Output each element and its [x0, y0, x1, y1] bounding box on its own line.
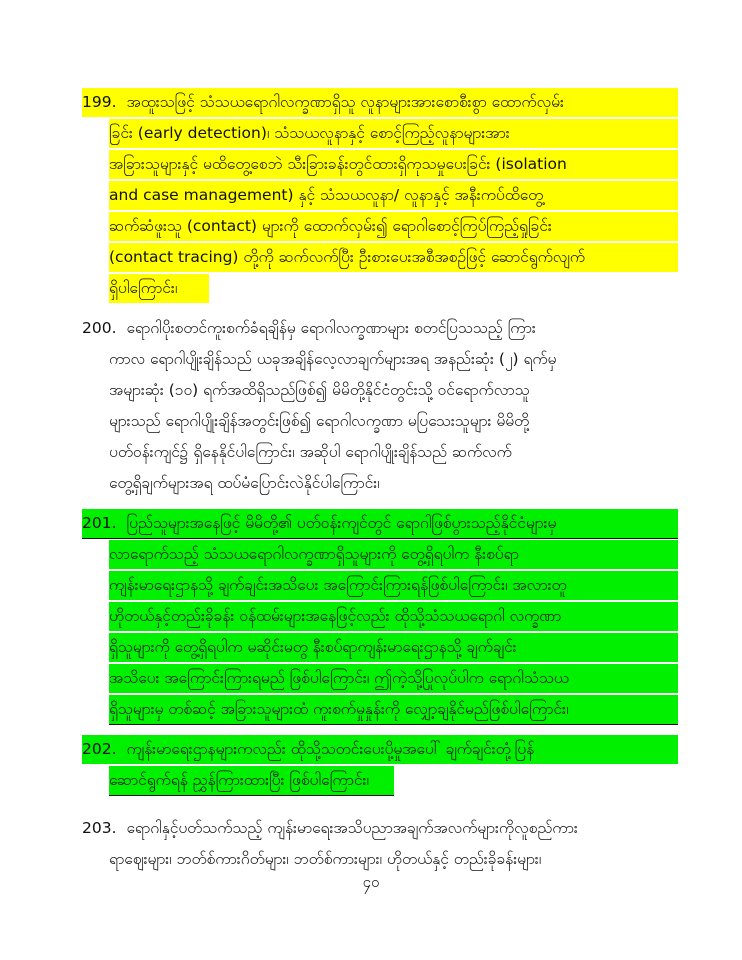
paragraph-200-line-1: [82, 314, 678, 343]
paragraph-number: 201.: [82, 514, 117, 532]
paragraph-201-line-7: [109, 695, 678, 725]
paragraph-201-line-2: [109, 540, 678, 569]
paragraph-text: and case management) နှင့် သံသယလူနာ/ လူနာနှင့် အနီးကပ်ထိတွေ့: [109, 186, 544, 204]
paragraph-text: ကျန်းမာရေးဌာနသို့ ချက်ချင်းအသိပေး အကြောင်းကြားရန်ဖြစ်ပါကြောင်း၊ အလားတူ: [109, 576, 567, 594]
paragraph-text: ခြင်း (early detection)၊ သံသယလူနာနှင့် စောင့်ကြည့်လူနာများအား: [109, 124, 510, 142]
paragraph-text: ပတ်ဝန်းကျင်၌ ရှိနေနိုင်ပါကြောင်း၊ အဆိုပါ ရောဂါပျိုးချိန်သည် ဆက်လက်: [109, 443, 512, 461]
paragraph-text: ဆက်ဆံဖူးသူ (contact) များကို ထောက်လှမ်း၍ ရောဂါစောင့်ကြပ်ကြည့်ရှုခြင်း: [109, 217, 552, 235]
paragraph-text: တွေ့ရှိချက်များအရ ထပ်မံပြောင်းလဲနိုင်ပါကြောင်း၊: [109, 474, 380, 492]
paragraph-text: အသိပေး အကြောင်းကြားရမည် ဖြစ်ပါကြောင်း၊ ဤကဲ့သို့ပြုလုပ်ပါက ရောဂါသံသယ: [109, 669, 569, 687]
paragraph-203-line-2: [109, 845, 678, 874]
paragraph-text: ရှိသူများမှ တစ်ဆင့် အခြားသူများထံ ကူးစက်မှုနှုန်းကို လျှော့ချနိုင်မည်ဖြစ်ပါကြောင်း၊: [109, 700, 569, 718]
paragraph-text: အခြားသူများနှင့် မထိတွေ့စေဘဲ သီးခြားခန်းတွင်ထားရှိကုသမှုပေးခြင်း (isolation: [109, 155, 567, 173]
paragraph-200-line-2: [109, 345, 678, 374]
paragraph-text: ရှိသူများကို တွေ့ရှိရပါက မဆိုင်းမတွ နီးစပ်ရာကျန်းမာရေးဌာနသို့ ချက်ချင်း: [109, 638, 517, 656]
paragraph-number: 203.: [82, 819, 117, 837]
paragraph-text: ဟိုတယ်နှင့်တည်းခိုခန်း ဝန်ထမ်းများအနေဖြင့်လည်း ထိုသို့သံသယရောဂါ လက္ခဏာ: [109, 607, 562, 625]
paragraph-200-line-5: [109, 438, 678, 467]
paragraph-text: ကာလ ရောဂါပျိုးချိန်သည် ယခုအချိန်လေ့လာချက်များအရ အနည်းဆုံး (၂) ရက်မှ: [109, 350, 557, 368]
paragraph-text: ကျန်းမာရေးဌာနများကလည်း ထိုသို့သတင်းပေးပို့မှုအပေါ် ချက်ချင်းတုံ့ပြန်: [126, 740, 535, 758]
paragraph-text: ပြည်သူများအနေဖြင့် မိမိတို့၏ ပတ်ဝန်းကျင်တွင် ရောဂါဖြစ်ပွားသည့်နိုင်ငံများမှ: [126, 514, 557, 532]
paragraph-202-line-2: [109, 766, 394, 796]
paragraph-200-line-3: [109, 376, 678, 405]
paragraph-199-line-1: [82, 88, 678, 117]
paragraph-text: ရာဈေးများ၊ ဘတ်စ်ကားဂိတ်များ၊ ဘတ်စ်ကားများ၊ ဟိုတယ်နှင့် တည်းခိုခန်းများ၊: [109, 850, 542, 868]
paragraph-number: 202.: [82, 740, 117, 758]
paragraph-200-line-4: [109, 407, 678, 436]
paragraph-201-line-5: [109, 633, 678, 662]
paragraph-201-line-3: [109, 571, 678, 600]
paragraph-199-line-2: [109, 119, 678, 148]
paragraph-199-line-3: [109, 150, 678, 179]
paragraph-text: လာရောက်သည့် သံသယရောဂါလက္ခဏာရှိသူများကို တွေ့ရှိရပါက နီးစပ်ရာ: [109, 545, 519, 563]
paragraph-200-line-6: [109, 469, 678, 498]
paragraph-199-line-4: [109, 181, 678, 210]
paragraph-202-line-1: [82, 735, 678, 764]
paragraph-text: (contact tracing) တို့ကို ဆက်လက်ပြီး ဦးစားပေးအစီအစဉ်ဖြင့် ဆောင်ရွက်လျက်: [109, 248, 585, 266]
paragraph-number: 200.: [82, 319, 117, 337]
paragraph-201-line-4: [109, 602, 678, 631]
paragraph-text: များသည် ရောဂါပျိုးချိန်အတွင်းဖြစ်၍ ရောဂါလက္ခဏာ မပြသေးသူများ မိမိတို့: [109, 412, 530, 430]
paragraph-199-line-5: [109, 212, 678, 241]
paragraph-text: အထူးသဖြင့် သံသယရောဂါလက္ခဏာရှိသူ လူနာများအားစောစီးစွာ ထောက်လှမ်း: [126, 93, 564, 111]
page-number: ၄၀: [362, 873, 380, 891]
paragraph-201-line-6: [109, 664, 678, 693]
paragraph-number: 199.: [82, 93, 117, 111]
paragraph-201-line-1: [82, 509, 678, 539]
paragraph-203-line-1: [82, 814, 678, 843]
paragraph-text: ရှိပါကြောင်း၊: [109, 279, 178, 297]
paragraph-text: ရောဂါပိုးစတင်ကူးစက်ခံရချိန်မှ ရောဂါလက္ခဏာများ စတင်ပြသသည့် ကြား: [126, 319, 536, 337]
paragraph-text: အများဆုံး (၁၀) ရက်အထိရှိသည်ဖြစ်၍ မိမိတို့နိုင်ငံတွင်းသို့ ဝင်ရောက်လာသူ: [109, 381, 530, 399]
paragraph-text: ဆောင်ရွက်ရန် ညွှန်ကြားထားပြီး ဖြစ်ပါကြောင်း၊: [109, 771, 369, 789]
paragraph-199-line-7: [109, 274, 209, 303]
paragraph-199-line-6: [109, 243, 678, 272]
paragraph-text: ရောဂါနှင့်ပတ်သက်သည့် ကျန်းမာရေးအသိပညာအချက်အလက်များကိုလူစည်ကား: [126, 819, 578, 837]
